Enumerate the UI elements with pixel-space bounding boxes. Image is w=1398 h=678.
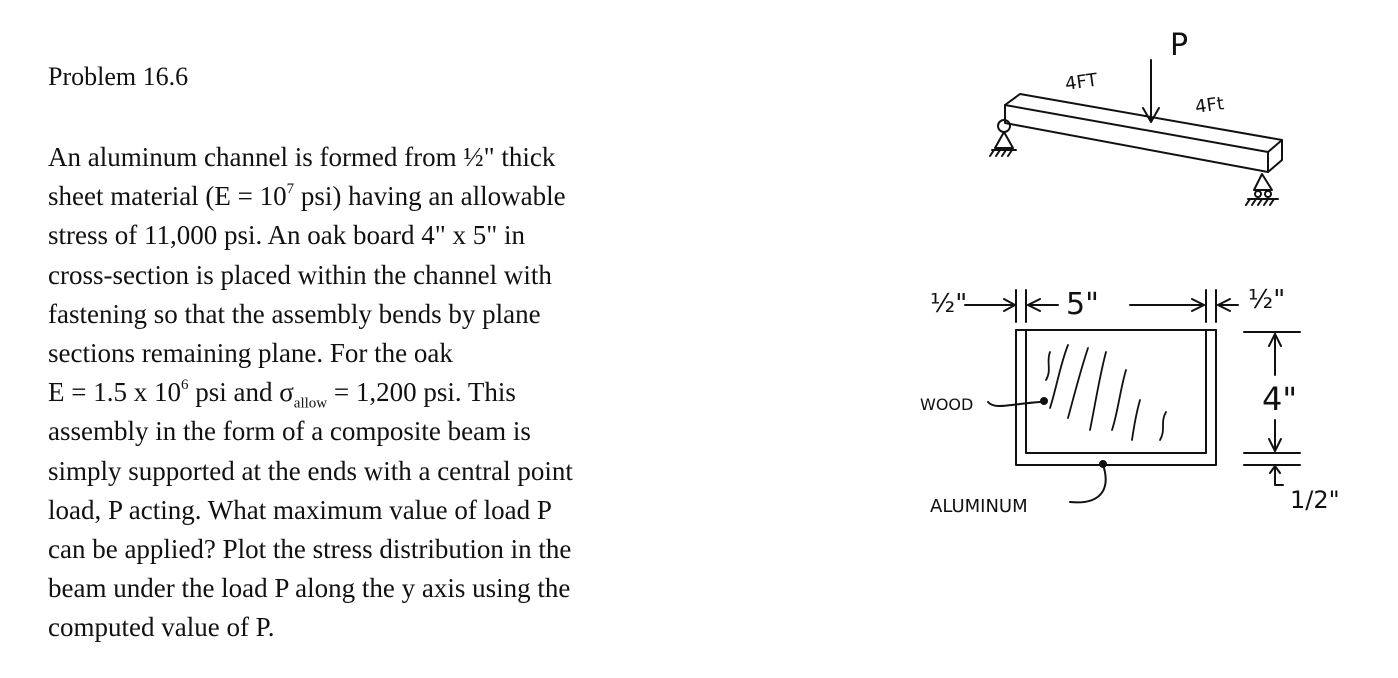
problem-line: stress of 11,000 psi. An oak board 4" x 5" in (48, 220, 526, 251)
problem-line: beam under the load P along the y axis using the (48, 573, 571, 604)
roller-support-icon (1246, 174, 1278, 205)
problem-line: can be applied? Plot the stress distribution in the (48, 534, 572, 565)
exponent: 7 (286, 181, 295, 198)
cross-section-sketch (965, 290, 1300, 502)
span-right-label: 4Ft (1193, 93, 1226, 118)
left-wall-dimension: ½" (930, 289, 968, 319)
problem-line: assembly in the form of a composite beam is (48, 416, 531, 447)
problem-line: load, P acting. What maximum value of load P (48, 494, 552, 525)
wood-grain (1046, 345, 1166, 440)
bottom-thickness-dimension: 1/2" (1290, 486, 1340, 514)
aluminum-label: ALUMINUM (930, 496, 1028, 517)
load-label: P (1170, 28, 1189, 63)
height-dimension: 4" (1262, 380, 1298, 418)
problem-line: computed value of P. (48, 612, 275, 643)
span-left-label: 4FT (1063, 69, 1099, 95)
width-dimension: 5" (1066, 287, 1099, 322)
subscript: allow (293, 395, 328, 412)
top-dimension-line (965, 290, 1238, 322)
problem-line: sections remaining plane. For the oak (48, 338, 453, 369)
problem-title: Problem 16.6 (48, 62, 189, 91)
problem-line: cross-section is placed within the channel with (48, 259, 552, 290)
load-arrow-icon (1143, 60, 1159, 122)
wood-label: WOOD (920, 395, 974, 414)
problem-line: fastening so that the assembly bends by plane (48, 298, 541, 329)
wood-leader (988, 398, 1047, 406)
wood-board-outline (1026, 330, 1206, 453)
problem-line: simply supported at the ends with a central point (48, 455, 573, 486)
right-wall-dimension: ½" (1248, 285, 1286, 315)
text-run: psi and σ (188, 377, 294, 408)
text-run: = 1,200 psi. This (327, 377, 516, 408)
beam-sketch (990, 60, 1282, 205)
text-run: psi) having an allowable (294, 181, 566, 212)
pin-support-icon (990, 120, 1016, 156)
problem-line: An aluminum channel is formed from ½" thick (48, 142, 556, 172)
beam-top-face (1005, 94, 1282, 152)
aluminum-leader (1070, 461, 1106, 502)
text-run: sheet material (E = 10 (48, 181, 287, 212)
exponent: 6 (180, 377, 189, 394)
text-run: E = 1.5 x 10 (48, 377, 181, 408)
aluminum-channel-outline (1016, 330, 1216, 465)
